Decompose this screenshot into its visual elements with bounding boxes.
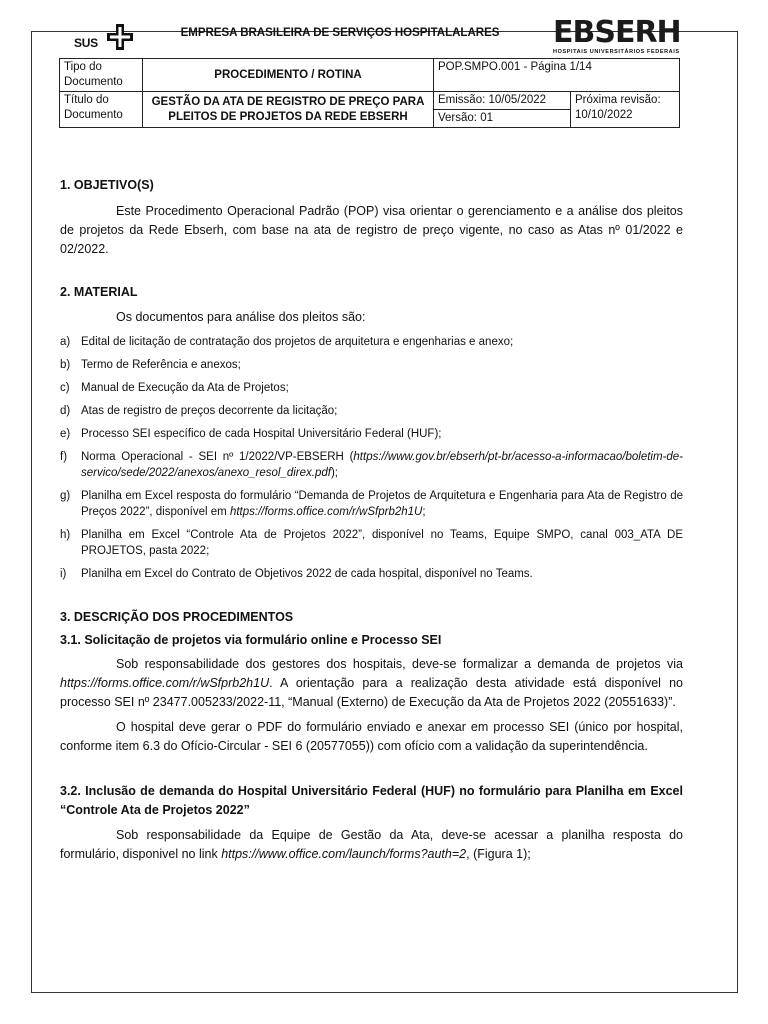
document-header-table xyxy=(59,58,680,128)
emissao: Emissão: 10/05/2022 xyxy=(434,92,571,110)
sus-logo xyxy=(74,24,134,58)
list-item: i) Planilha em Excel do Contrato de Objetivos 2022 de cada hospital, disponível no Teams. xyxy=(60,568,533,580)
tipo-value: PROCEDIMENTO / ROTINA xyxy=(143,59,434,92)
list-item: h) Planilha em Excel “Controle Ata de Projetos 2022”, disponível no Teams, Equipe SMPO, canal 003_ATA DE PROJETOS, pasta 2022; xyxy=(60,529,683,557)
list-item: e) Processo SEI específico de cada Hospital Universitário Federal (HUF); xyxy=(60,428,442,440)
section-2-intro: Os documentos para análise dos pleitos são: xyxy=(116,310,366,324)
ebserh-logo xyxy=(553,15,693,58)
company-name: EMPRESA BRASILEIRA DE SERVIÇOS HOSPITALALARES xyxy=(180,27,500,39)
norma-link[interactable]: https://www.gov.br/ebserh/pt-br/acesso-a-informacao/boletim-de-servico/sede/2022/anexos/anexo_resol_direx.pdf xyxy=(81,451,683,479)
titulo-label: Título do Documento xyxy=(60,92,143,128)
proxima-revisao: Próxima revisão: 10/10/2022 xyxy=(571,92,680,128)
list-item: f) Norma Operacional - SEI nº 1/2022/VP-EBSERH (https://www.gov.br/ebserh/pt-br/acesso-a-informacao/boletim-de-servico/sede/2022/anexos/anexo_resol_direx.pdf); xyxy=(60,451,683,479)
tipo-label: Tipo do Documento xyxy=(60,59,143,92)
list-item: c) Manual de Execução da Ata de Projetos; xyxy=(60,382,289,394)
section-3-title: 3. DESCRIÇÃO DOS PROCEDIMENTOS xyxy=(60,610,294,624)
list-item: a) Edital de licitação de contratação dos projetos de arquitetura e engenharias e anexo; xyxy=(60,336,514,348)
sus-cross-icon xyxy=(107,24,133,50)
section-2-title: 2. MATERIAL xyxy=(60,285,138,299)
section-3-1-title: 3.1. Solicitação de projetos via formulário online e Processo SEI xyxy=(60,633,442,647)
section-3-2-paragraph-1: Sob responsabilidade da Equipe de Gestão da Ata, deve-se acessar a planilha resposta do formulário, disponivel no link https://www.office.com/launch/forms?auth=2, (Figura 1); xyxy=(60,828,683,861)
list-item: b) Termo de Referência e anexos; xyxy=(60,359,241,371)
forms-link[interactable]: https://forms.office.com/r/wSfprb2h1U xyxy=(229,506,423,518)
sus-logo-text: SUS xyxy=(74,36,98,50)
section-1-title: 1. OBJETIVO(S) xyxy=(60,178,154,192)
ebserh-logo-subtitle: HOSPITAIS UNIVERSITÁRIOS FEDERAIS xyxy=(553,49,680,55)
section-1-paragraph: Este Procedimento Operacional Padrão (POP) visa orientar o gerenciamento e a análise dos pleitos de projetos da Rede Ebserh, com base na ata de registro de preço vigente, no caso as Atas nº 01/2022 e 02/2022. xyxy=(60,204,683,256)
section-3-1-paragraph-1: Sob responsabilidade dos gestores dos hospitais, deve-se formalizar a demanda de projetos via https://forms.office.com/r/wSfprb2h1U. A orientação para a realização desta atividade está disponível no processo SEI nº 23477.005233/2022-11, “Manual (Externo) de Execução da Ata de Projetos 2022 (20551633)”. xyxy=(60,657,683,709)
list-item: g) Planilha em Excel resposta do formulário “Demanda de Projetos de Arquitetura e Engenharia para Ata de Registro de Preços 2022”, disponível em https://forms.office.com/r/wSfprb2h1U; xyxy=(60,490,683,518)
pop-page: POP.SMPO.001 - Página 1/14 xyxy=(434,59,680,92)
material-list xyxy=(60,334,683,582)
section-3-2-title: 3.2. Inclusão de demanda do Hospital Universitário Federal (HUF) no formulário para Planilha em Excel “Controle Ata de Projetos 2022” xyxy=(60,784,683,817)
ebserh-logo-word: EBSERH xyxy=(553,15,681,50)
document-body xyxy=(60,176,683,864)
section-3-1-paragraph-2: O hospital deve gerar o PDF do formulário enviado e anexar em processo SEI (único por hospital, conforme item 6.3 do Ofício-Circular - SEI 6 (20577055)) com ofício com a validação da superintendência. xyxy=(60,720,683,753)
forms-link-2[interactable]: https://forms.office.com/r/wSfprb2h1U xyxy=(60,676,270,690)
versao: Versão: 01 xyxy=(434,110,571,128)
titulo-value: GESTÃO DA ATA DE REGISTRO DE PREÇO PARA PLEITOS DE PROJETOS DA REDE EBSERH xyxy=(143,92,434,128)
list-item: d) Atas de registro de preços decorrente da licitação; xyxy=(60,405,338,417)
office-forms-link[interactable]: https://www.office.com/launch/forms?auth=2 xyxy=(221,847,467,861)
